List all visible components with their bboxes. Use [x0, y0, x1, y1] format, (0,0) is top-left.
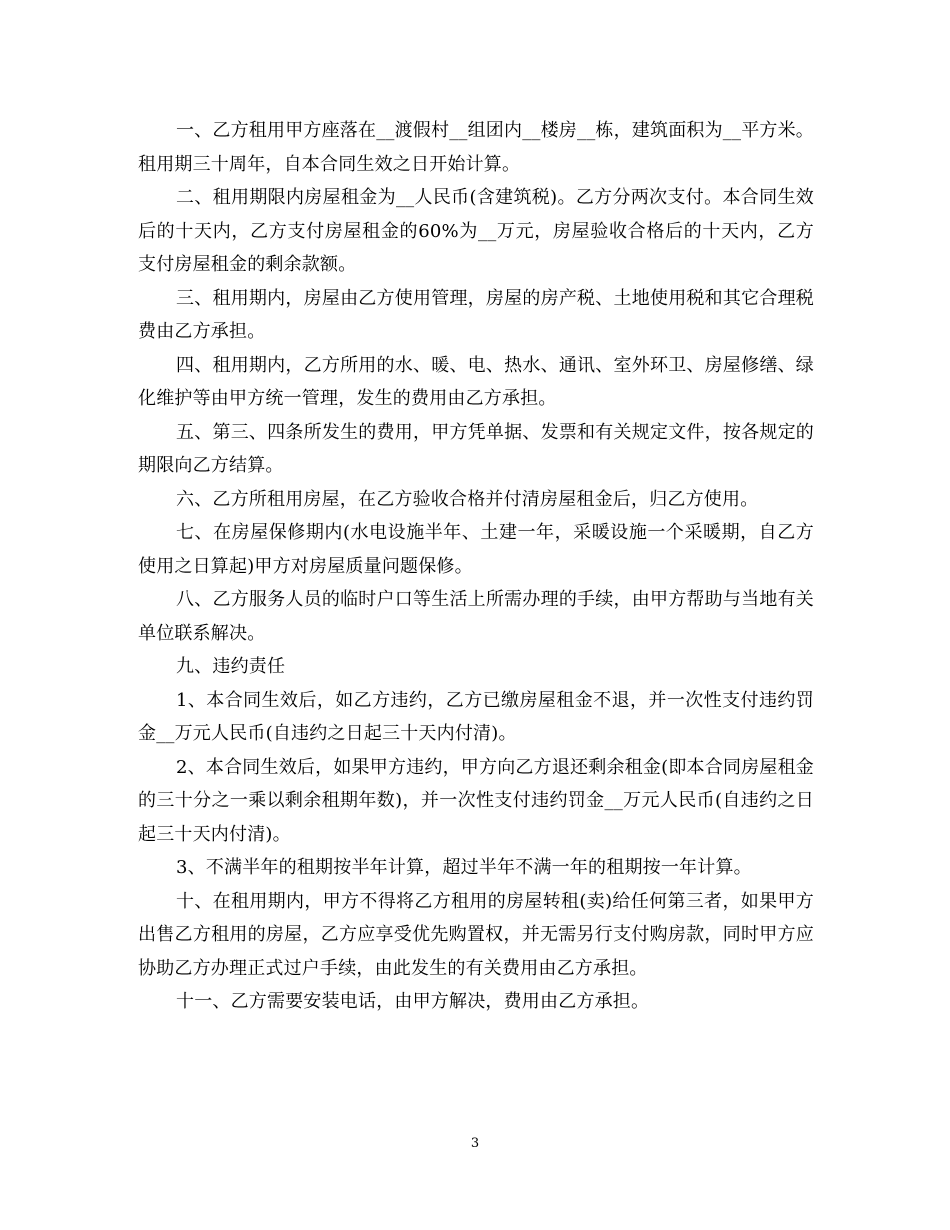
clause-7-paragraph: 七、在房屋保修期内(水电设施半年、土建一年，采暖设施一个采暖期，自乙方使用之日算起)甲方对房屋质量问题保修。 [138, 522, 814, 577]
clause-10-paragraph: 十、在租用期内，甲方不得将乙方租用的房屋转租(卖)给任何第三者，如果甲方出售乙方租用的房屋，乙方应享受优先购置权，并无需另行支付购房款，同时甲方应协助乙方办理正式过户手续，由此发生的有关费用由乙方承担。 [138, 890, 814, 979]
page-number: 3 [470, 1136, 480, 1151]
clause-9-item-2: 2、本合同生效后，如果甲方违约，甲方向乙方退还剩余租金(即本合同房屋租金的三十分之一乘以剩余租期年数)，并一次性支付违约罚金__万元人民币(自违约之日起三十天内付清)。 [138, 756, 814, 845]
clause-2-paragraph: 二、租用期限内房屋租金为__人民币(含建筑税)。乙方分两次支付。本合同生效后的十天内，乙方支付房屋租金的60%为__万元，房屋验收合格后的十天内，乙方支付房屋租金的剩余款额。 [138, 187, 814, 275]
clause-9-item-3: 3、不满半年的租期按半年计算，超过半年不满一年的租期按一年计算。 [176, 857, 752, 878]
clause-4-paragraph: 四、租用期内，乙方所用的水、暖、电、热水、通讯、室外环卫、房屋修缮、绿化维护等由甲方统一管理，发生的费用由乙方承担。 [138, 354, 814, 409]
clause-5-paragraph: 五、第三、四条所发生的费用，甲方凭单据、发票和有关规定文件，按各规定的期限向乙方结算。 [138, 421, 814, 476]
clause-3-paragraph: 三、租用期内，房屋由乙方使用管理，房屋的房产税、土地使用税和其它合理税费由乙方承担。 [138, 287, 814, 342]
clause-11-paragraph: 十一、乙方需要安装电话，由甲方解决，费用由乙方承担。 [176, 991, 650, 1012]
clause-1-paragraph: 一、乙方租用甲方座落在__渡假村__组团内__楼房__栋，建筑面积为__平方米。租用期三十周年，自本合同生效之日开始计算。 [138, 120, 814, 175]
clause-9-item-1: 1、本合同生效后，如乙方违约，乙方已缴房屋租金不退，并一次性支付违约罚金__万元人民币(自违约之日起三十天内付清)。 [138, 689, 814, 744]
clause-9-heading: 九、违约责任 [176, 656, 286, 677]
clause-8-paragraph: 八、乙方服务人员的临时户口等生活上所需办理的手续，由甲方帮助与当地有关单位联系解决。 [138, 589, 814, 644]
clause-6-paragraph: 六、乙方所租用房屋，在乙方验收合格并付清房屋租金后，归乙方使用。 [176, 488, 759, 510]
document-body [138, 114, 814, 1019]
